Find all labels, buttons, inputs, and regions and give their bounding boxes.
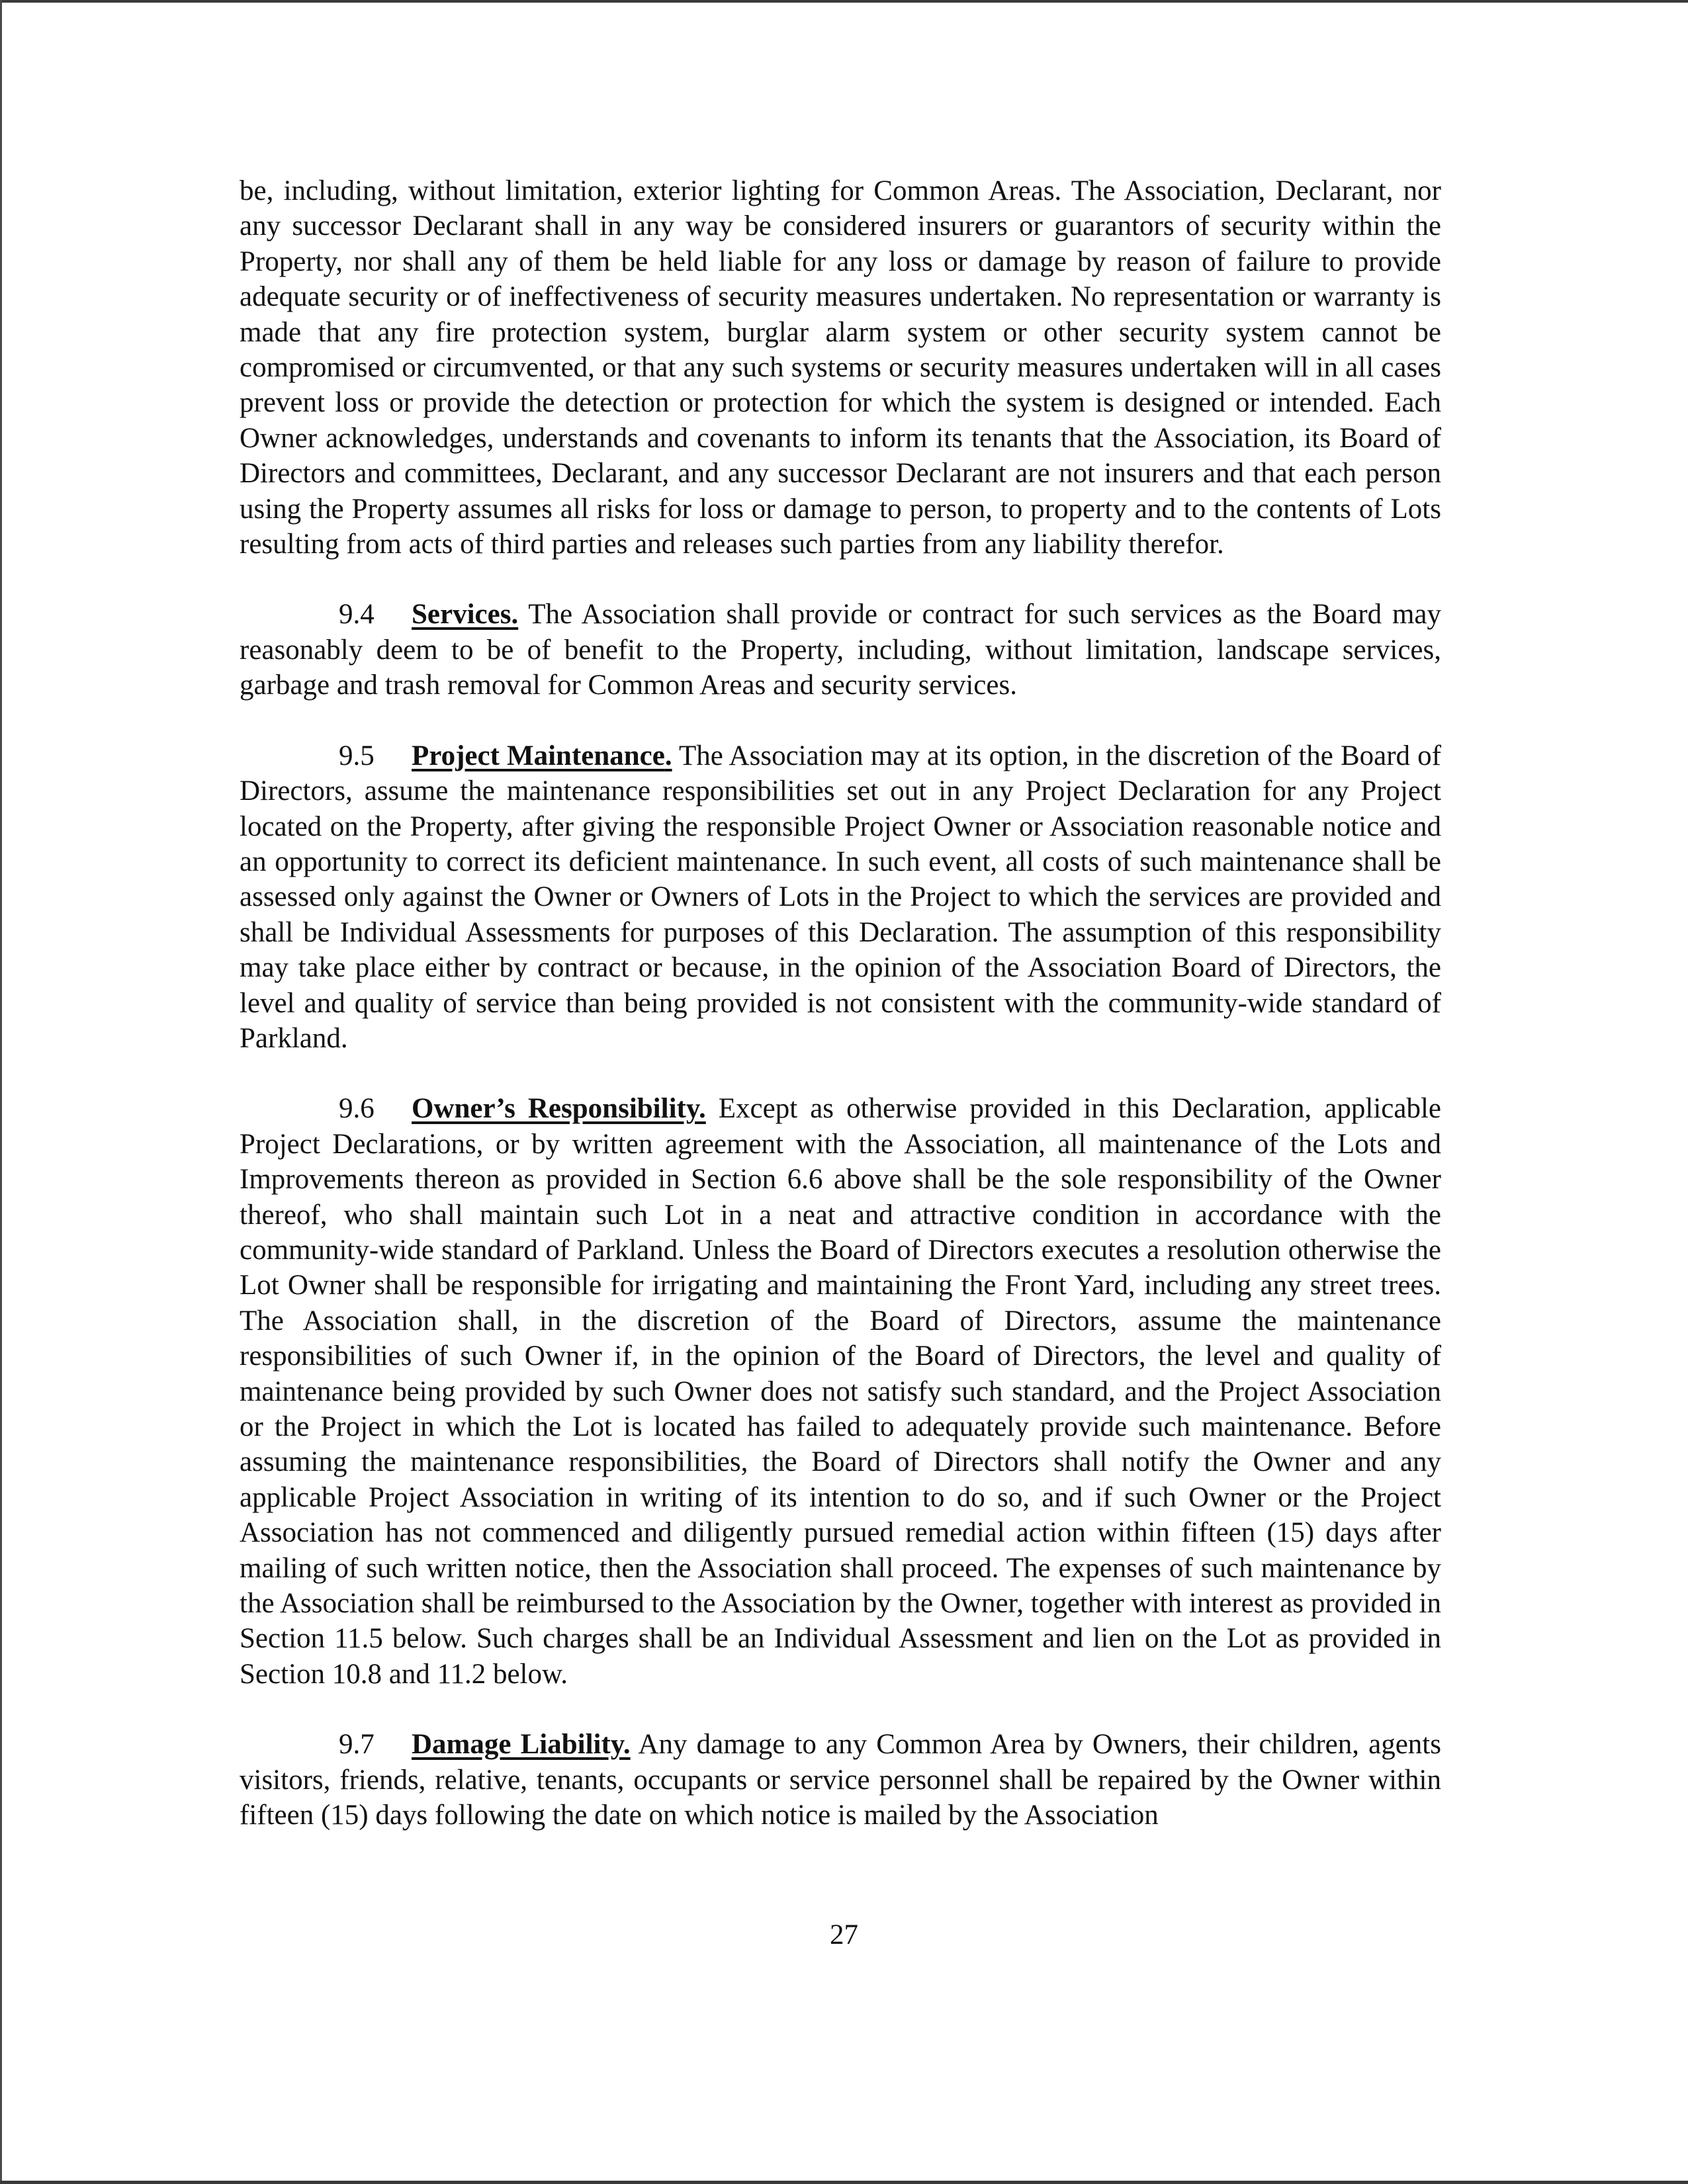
- scan-border-left: [0, 0, 2, 2184]
- scan-border-bottom: [0, 2181, 1688, 2184]
- section-body: Any damage to any Common Area by Owners, their children, agents visitors, friends, relative, tenants, occupants or service personnel shall be repaired by the Owner within fifteen (15) days following the date on which notice is mailed by the Association: [240, 1729, 1441, 1831]
- section-9-4: [240, 597, 1441, 703]
- section-heading-text: Damage Liability: [412, 1729, 623, 1761]
- section-number: 9.7: [339, 1729, 375, 1761]
- section-9-7: [240, 1727, 1441, 1833]
- section-heading-text: Project Maintenance: [412, 740, 665, 771]
- paragraph-continued: [240, 173, 1441, 562]
- page-number: 27: [830, 1919, 858, 1950]
- scan-border-top: [0, 0, 1688, 3]
- section-heading: [412, 1093, 706, 1124]
- section-9-5: [240, 738, 1441, 1057]
- section-number: 9.6: [339, 1093, 375, 1125]
- section-heading-period: .: [664, 740, 672, 771]
- section-heading-period: .: [623, 1729, 631, 1761]
- section-heading-text: Services: [412, 599, 511, 631]
- section-heading: [412, 599, 518, 630]
- section-number: 9.5: [339, 740, 375, 771]
- section-number: 9.4: [339, 599, 375, 631]
- paragraph-body: be, including, without limitation, exterior lighting for Common Areas. The Association, Declarant, nor any successor Declarant shall in any way be considered insurers or guarantors of security within the Property, nor shall any of them be held liable for any loss or damage by reason of failure to provide adequate security or of ineffectiveness of security measures undertaken. No representation or warranty is made that any fire protection system, burglar alarm system or other security system cannot be compromised or circumvented, or that any such systems or security measures undertaken will in all cases prevent loss or provide the detection or protection for which the system is designed or intended. Each Owner acknowledges, understands and covenants to inform its tenants that the Association, its Board of Directors and committees, Declarant, and any successor Declarant are not insurers and that each person using the Property assumes all risks for loss or damage to person, to property and to the contents of Lots resulting from acts of third parties and releases such parties from any liability therefor.: [240, 175, 1441, 560]
- section-heading-period: .: [698, 1093, 706, 1125]
- section-body: The Association may at its option, in the discretion of the Board of Directors, assume the maintenance responsibilities set out in any Project Declaration for any Project located on the Property, after giving the responsible Project Owner or Association reasonable notice and an opportunity to correct its deficient maintenance. In such event, all costs of such maintenance shall be assessed only against the Owner or Owners of Lots in the Project to which the services are provided and shall be Individual Assessments for purposes of this Declaration. The assumption of this responsibility may take place either by contract or because, in the opinion of the Association Board of Directors, the level and quality of service than being provided is not consistent with the community-wide standard of Parkland.: [240, 740, 1441, 1054]
- section-heading-period: .: [511, 599, 519, 631]
- section-body: The Association shall provide or contract for such services as the Board may reasonably deem to be of benefit to the Property, including, without limitation, landscape services, garbage and trash removal for Common Areas and security services.: [240, 599, 1441, 701]
- section-body: Except as otherwise provided in this Declaration, applicable Project Declarations, or by written agreement with the Association, all maintenance of the Lots and Improvements thereon as provided in Section 6.6 above shall be the sole responsibility of the Owner thereof, who shall maintain such Lot in a neat and attractive condition in accordance with the community-wide standard of Parkland. Unless the Board of Directors executes a resolution otherwise the Lot Owner shall be responsible for irrigating and maintaining the Front Yard, including any street trees. The Association shall, in the discretion of the Board of Directors, assume the maintenance responsibilities of such Owner if, in the opinion of the Board of Directors, the level and quality of maintenance being provided by such Owner does not satisfy such standard, and the Project Association or the Project in which the Lot is located has failed to adequately provide such maintenance. Before assuming the maintenance responsibilities, the Board of Directors shall notify the Owner and any applicable Project Association in writing of its intention to do so, and if such Owner or the Project Association has not commenced and diligently pursued remedial action within fifteen (15) days after mailing of such written notice, then the Association shall proceed. The expenses of such maintenance by the Association shall be reimbursed to the Association by the Owner, together with interest as provided in Section 11.5 below. Such charges shall be an Individual Assessment and lien on the Lot as provided in Section 10.8 and 11.2 below.: [240, 1093, 1441, 1690]
- document-page: [240, 173, 1441, 1833]
- section-heading-text: Owner’s Responsibility: [412, 1093, 699, 1125]
- section-heading: [412, 1729, 631, 1760]
- section-9-6: [240, 1091, 1441, 1692]
- section-heading: [412, 740, 672, 771]
